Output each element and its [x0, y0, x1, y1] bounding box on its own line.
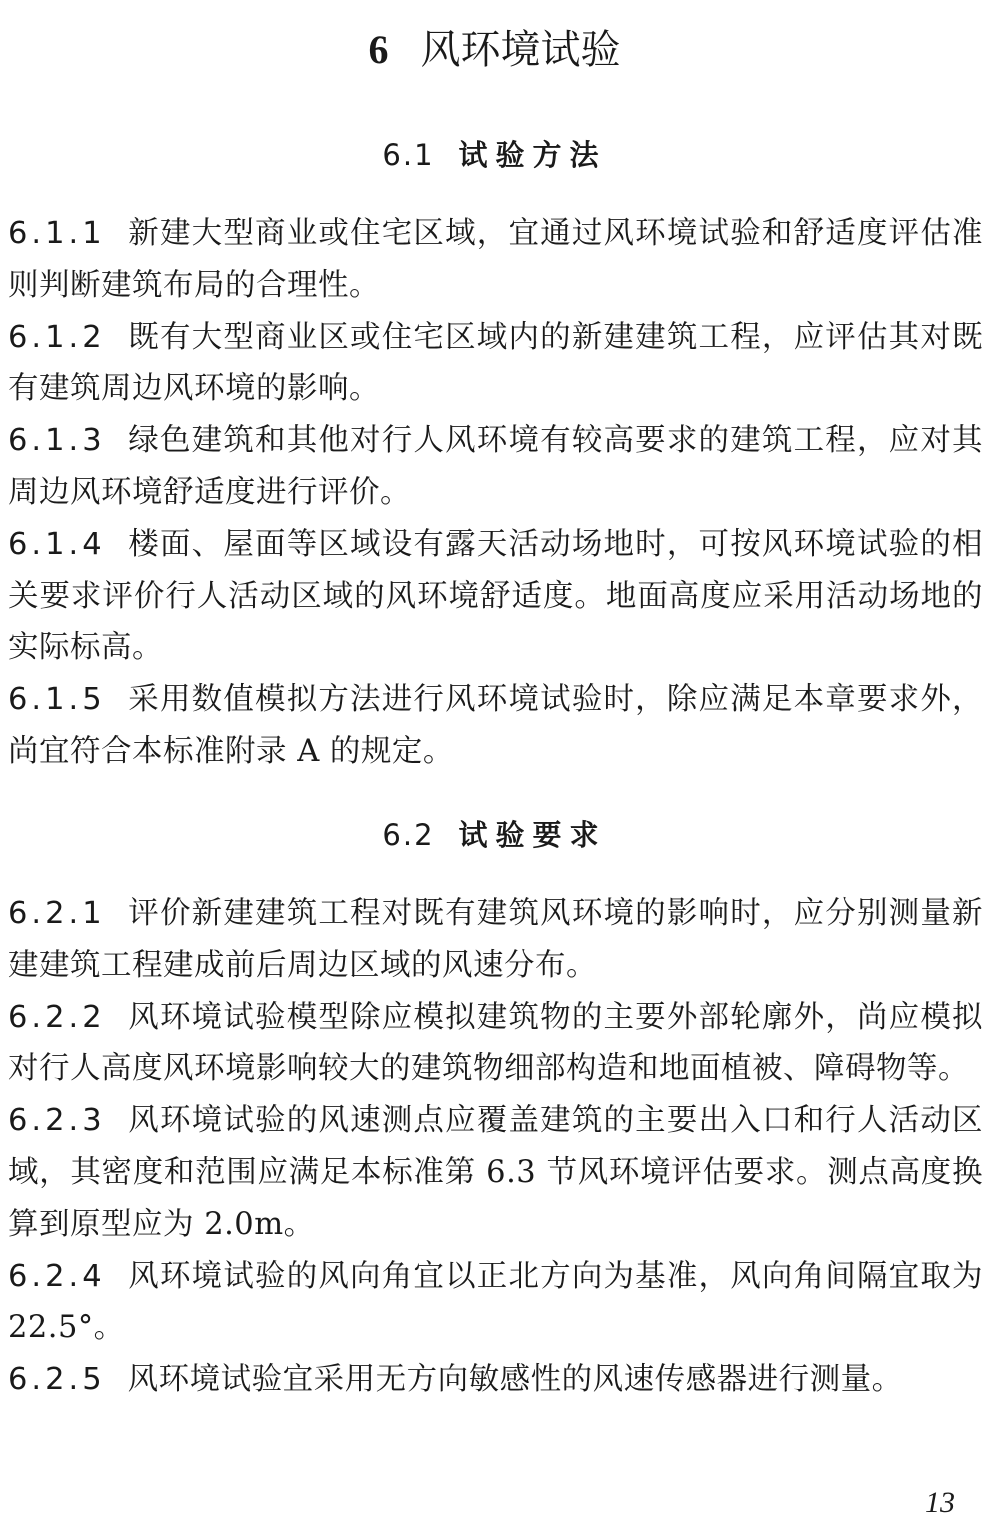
section-number: 6.1: [382, 138, 435, 172]
clause-6-1-3: [8, 415, 983, 519]
clause-number: 6.2.1: [8, 896, 106, 931]
clause-text: 评价新建建筑工程对既有建筑风环境的影响时，应分别测量新建建筑工程建成前后周边区域的风速分布。: [8, 896, 983, 983]
clause-number: 6.1.5: [8, 682, 106, 718]
clause-text: 风环境试验的风向角宜以正北方向为基准，风向角间隔宜取为 22.5°。: [8, 1258, 983, 1346]
clause-number: 6.2.5: [8, 1362, 106, 1398]
clause-6-2-3: [8, 1095, 983, 1250]
section-6-1-clauses: [8, 208, 983, 778]
section-title-6-1: [0, 135, 989, 175]
clause-text: 风环境试验模型除应模拟建筑物的主要外部轮廓外，尚应模拟对行人高度风环境影响较大的建筑物细部构造和地面植被、障碍物等。: [8, 999, 983, 1087]
clause-number: 6.1.4: [8, 526, 106, 562]
section-title-6-2: [0, 815, 989, 855]
clause-6-2-5: [8, 1354, 983, 1406]
clause-number: 6.2.2: [8, 999, 106, 1035]
clause-number: 6.2.4: [8, 1258, 106, 1294]
clause-text: 绿色建筑和其他对行人风环境有较高要求的建筑工程，应对其周边风环境舒适度进行评价。: [8, 423, 983, 510]
chapter-title-text: 风环境试验: [420, 27, 621, 73]
clause-6-2-2: [8, 992, 983, 1096]
clause-6-1-2: [8, 312, 983, 416]
section-number: 6.2: [382, 818, 435, 852]
clause-number: 6.1.1: [8, 216, 106, 251]
clause-number: 6.1.2: [8, 319, 106, 355]
clause-text: 新建大型商业或住宅区域，宜通过风环境试验和舒适度评估准则判断建筑布局的合理性。: [8, 216, 983, 303]
section-title-text: 试验要求: [458, 818, 607, 852]
section-6-2-clauses: [8, 888, 983, 1406]
clause-text: 风环境试验宜采用无方向敏感性的风速传感器进行测量。: [127, 1362, 903, 1398]
clause-6-1-5: [8, 674, 983, 778]
clause-text: 采用数值模拟方法进行风环境试验时，除应满足本章要求外，尚宜符合本标准附录 A 的规定。: [8, 682, 983, 769]
clause-number: 6.1.3: [8, 423, 106, 459]
section-title-text: 试验方法: [458, 138, 607, 172]
clause-6-1-1: [8, 208, 983, 312]
clause-6-1-4: [8, 519, 983, 674]
chapter-number: 6: [368, 27, 389, 72]
page-number: 13: [925, 1486, 955, 1519]
clause-text: 既有大型商业区或住宅区域内的新建建筑工程，应评估其对既有建筑周边风环境的影响。: [8, 319, 983, 407]
clause-text: 风环境试验的风速测点应覆盖建筑的主要出入口和行人活动区域，其密度和范围应满足本标准第 6.3 节风环境评估要求。测点高度换算到原型应为 2.0m。: [8, 1103, 983, 1242]
chapter-title: [0, 22, 989, 78]
clause-number: 6.2.3: [8, 1103, 106, 1139]
clause-6-2-1: [8, 888, 983, 992]
clause-text: 楼面、屋面等区域设有露天活动场地时，可按风环境试验的相关要求评价行人活动区域的风环境舒适度。地面高度应采用活动场地的实际标高。: [8, 526, 983, 666]
clause-6-2-4: [8, 1251, 983, 1355]
